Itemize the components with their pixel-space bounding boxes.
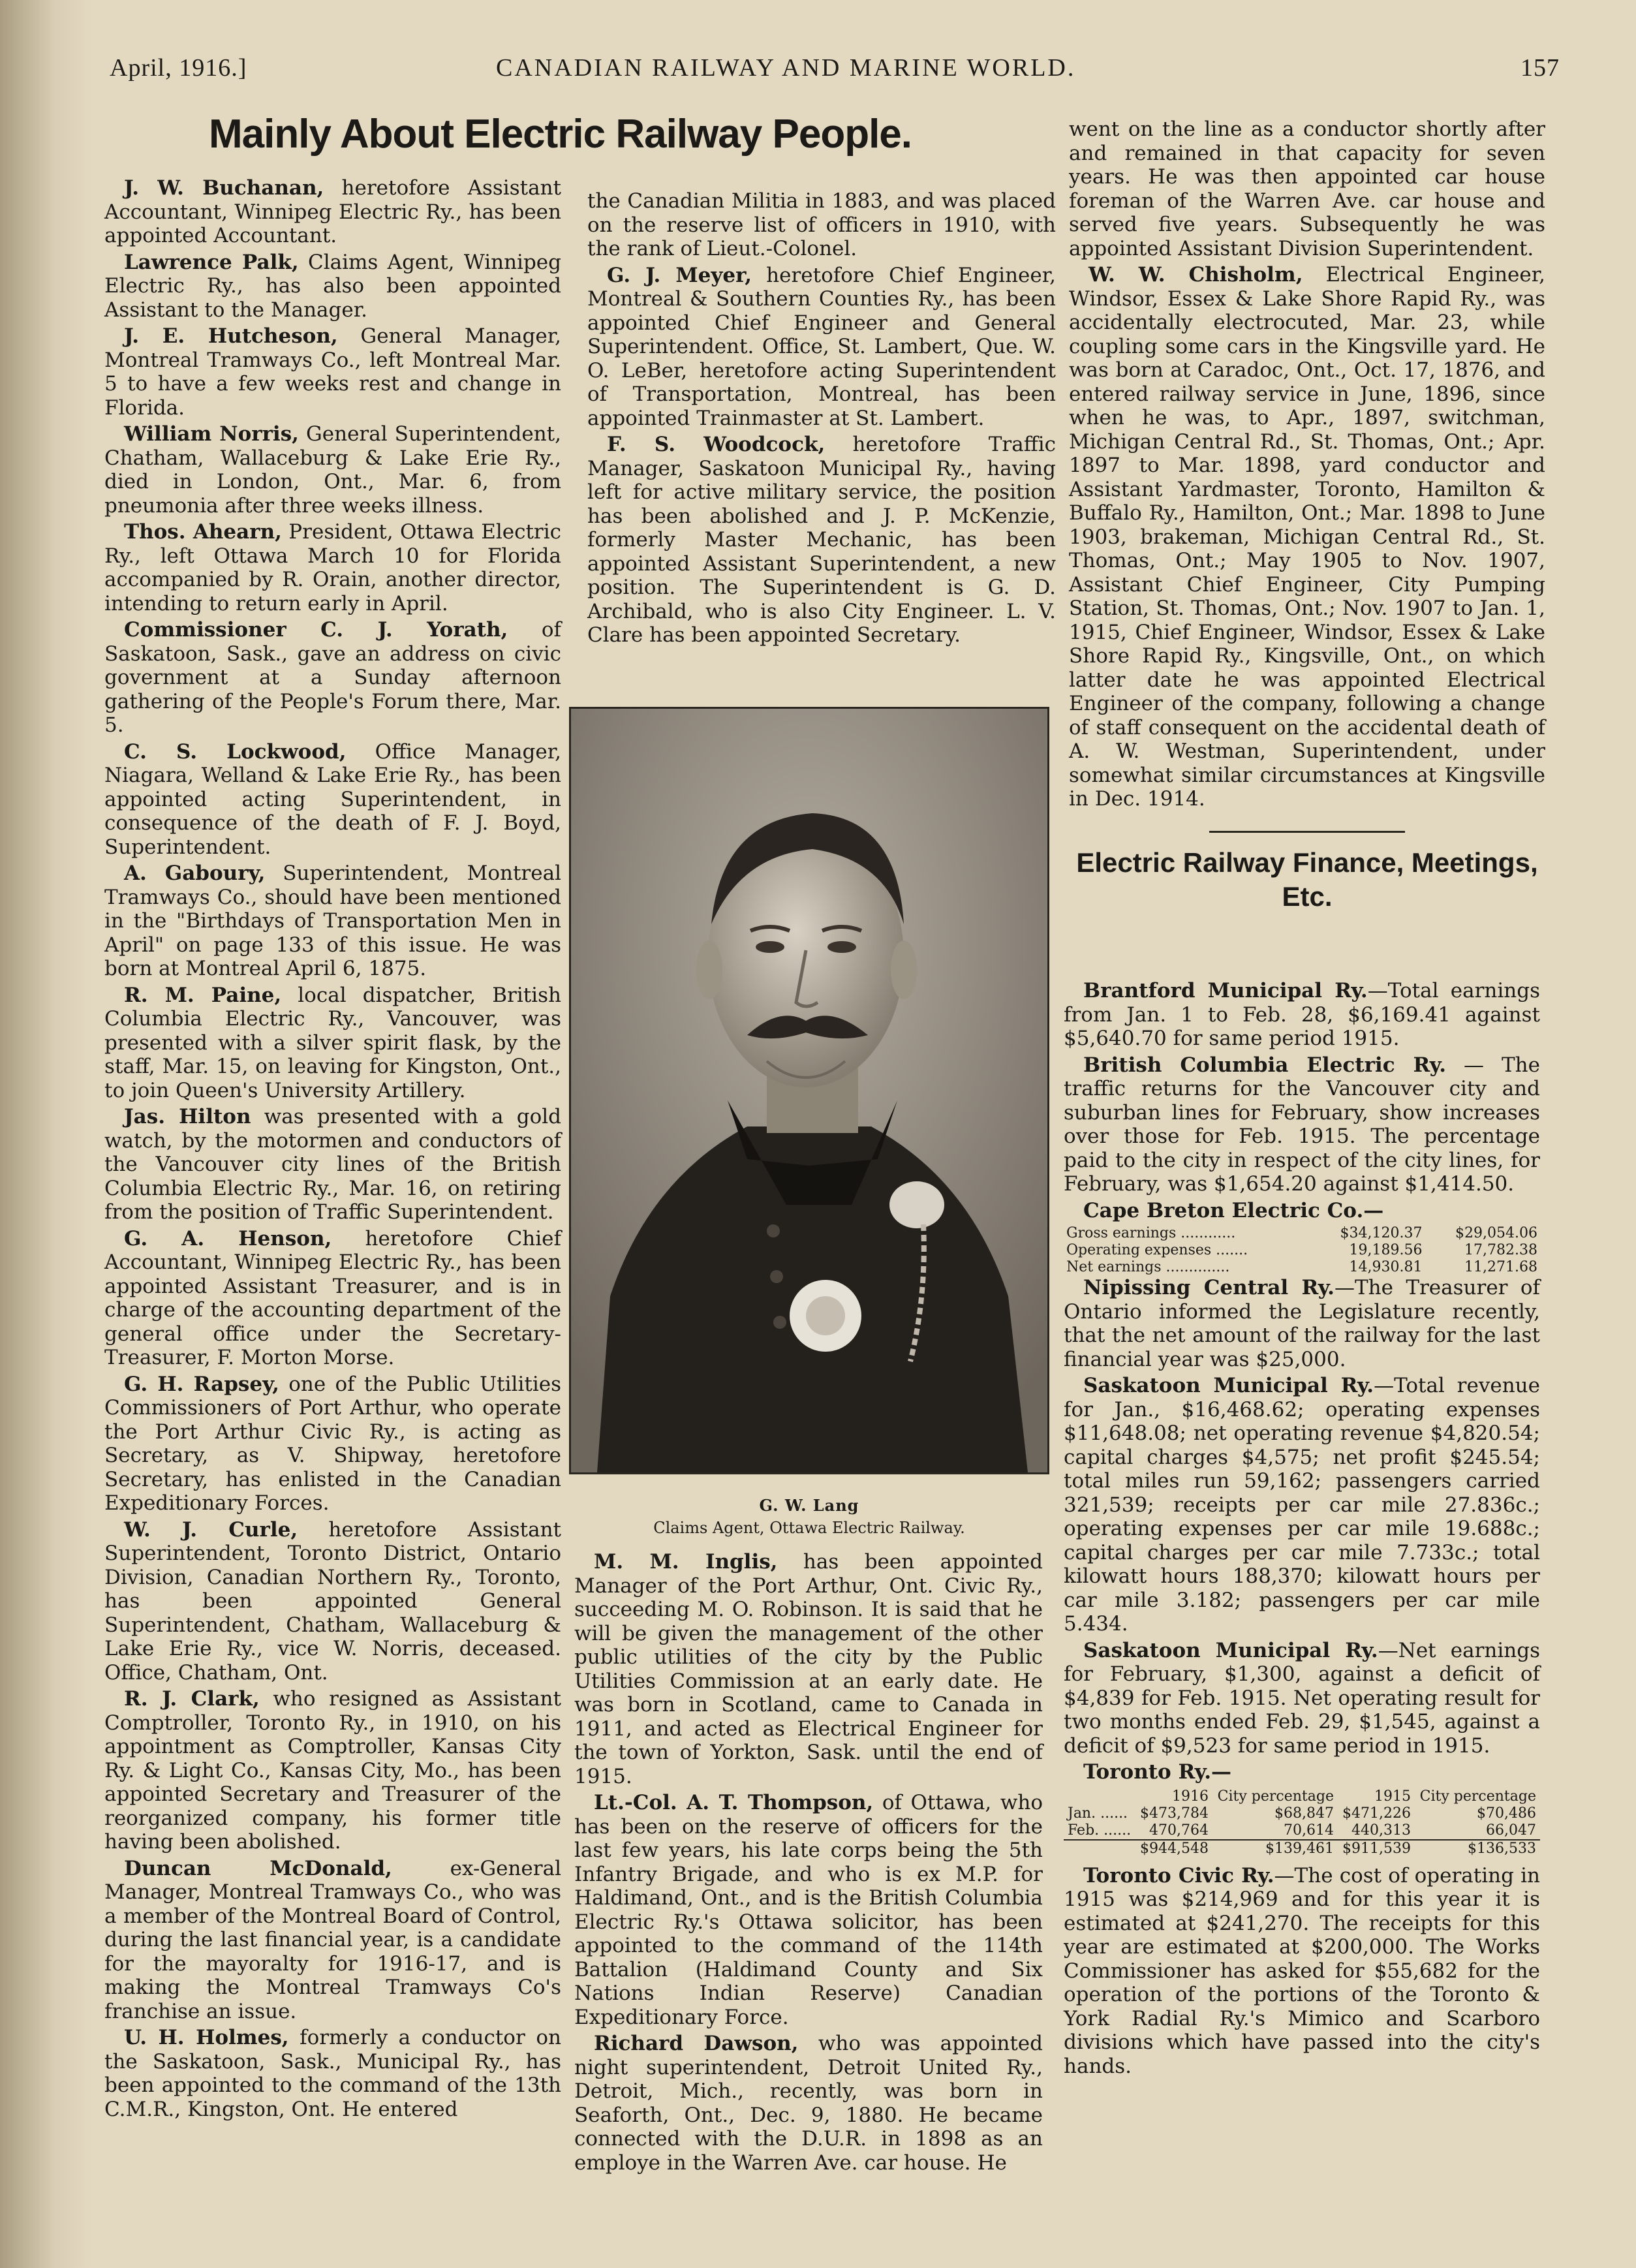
table-row: Feb. ...... 470,764 70,614 440,313 66,047 [1068,1822,1536,1839]
column-3-top [1069,117,1545,933]
finance-item: Saskatoon Municipal Ry.—Total revenue for Jan., $16,468.62; operating expenses $11,648.08; net operating revenue $4,820.54; capital charges $4,575; net profit $245.54; total miles run 59,162; passengers carried 321,539; receipts per car mile 27.836c.; operating expenses per car mile 19.688c.; capital charges per car mile 7.733c.; total kilowatt hours 188,370; kilowatt hours per car mile 3.182; passengers per car mile 5.434. [1064,1374,1540,1636]
news-item: G. J. Meyer, heretofore Chief Engineer, Montreal & Southern Counties Ry., has been appointed Chief Engineer and General Superintendent. Office, St. Lambert, Que. W. O. LeBer, heretofore acting Superintendent of Transportation, Montreal, has been appointed Trainmaster at St. Lambert. [587,263,1056,430]
news-item: the Canadian Militia in 1883, and was placed on the reserve list of officers in 1910, with the rank of Lieut.-Colonel. [587,189,1056,260]
news-item: R. M. Paine, local dispatcher, British Columbia Electric Ry., Vancouver, was presented with a silver spirit flask, by the staff, Mar. 15, on leaving for Kingston, Ont., to join Queen's University Artillery. [104,983,561,1102]
news-item: R. J. Clark, who resigned as Assistant Comptroller, Toronto Ry., in 1910, on his appointment as Comptroller, Kansas City Ry. & Light Co., Kansas City, Mo., has been appointed Secretary and Treasurer of the reorganized company, his former title having been abolished. [104,1687,561,1854]
section-title: Electric Railway Finance, Meetings, Etc. [1076,847,1538,912]
table-row: Operating expenses ....... 19,189.56 17,782.38 [1066,1242,1537,1258]
cape-breton-table [1064,1225,1540,1276]
news-item: C. S. Lockwood, Office Manager, Niagara, Welland & Lake Erie Ry., has been appointed acting Superintendent, in consequence of the death of F. J. Boyd, Superintendent. [104,739,561,859]
issue-date: April, 1916.] [110,54,247,82]
news-item: J. W. Buchanan, heretofore Assistant Accountant, Winnipeg Electric Ry., has been appointed Accountant. [104,176,561,247]
table-total-row: $944,548 $139,461 $911,539 $136,533 [1064,1840,1540,1857]
finance-item: Cape Breton Electric Co.— [1083,1198,1384,1222]
column-2-bottom [574,1550,1043,2177]
news-item: U. H. Holmes, formerly a conductor on the Saskatoon, Sask., Municipal Ry., has been appointed to the command of the 13th C.M.R., Kingston, Ont. He entered [104,2026,561,2121]
finance-item: Saskatoon Municipal Ry.—Net earnings for February, $1,300, against a deficit of $4,839 for Feb. 1915. Net operating result for two months ended Feb. 29, $1,545, against a deficit of $9,523 for same period in 1915. [1064,1638,1540,1758]
news-item: Commissioner C. J. Yorath, of Saskatoon, Sask., gave an address on civic government at a Sunday afternoon gathering of the People's Forum there, Mar. 5. [104,618,561,737]
news-item: M. M. Inglis, has been appointed Manager of the Port Arthur, Ont. Civic Ry., succeeding M. O. Robinson. It is said that he will be given the management of the other public utilities of the city by the Public Utilities Commission at an early date. He was born in Scotland, came to Canada in 1911, and acted as Electrical Engineer for the town of Yorkton, Sask. until the end of 1915. [574,1550,1043,1788]
news-item: Lt.-Col. A. T. Thompson, of Ottawa, who has been on the reserve of officers for the last few years, his late corps being the 5th Infantry Brigade, and who is ex M.P. for Haldimand, Ont., and is the British Columbia Electric Ry.'s Ottawa solicitor, has been appointed to the command of the 114th Battalion (Haldimand County and Six Nations Indian Reserve) Canadian Expeditionary Force. [574,1791,1043,2029]
news-item: Jas. Hilton was presented with a gold watch, by the motormen and conductors of the Vancouver city lines of the British Columbia Electric Ry., Mar. 16, on retiring from the position of Traffic Superintendent. [104,1105,561,1224]
column-2-top [587,189,1056,650]
finance-item: Toronto Ry.— [1083,1760,1231,1784]
page-number: 157 [1520,54,1560,82]
news-item: G. A. Henson, heretofore Chief Accountant, Winnipeg Electric Ry., has been appointed Assistant Treasurer, and is in charge of the accounting department of the general office under the Secretary-Treasurer, F. Morton Morse. [104,1226,562,1369]
toronto-table [1064,1788,1540,1857]
binding-shadow [0,0,91,2268]
caption-title: Claims Agent, Ottawa Electric Railway. [653,1519,965,1537]
article-title: Mainly About Electric Railway People. [209,112,912,157]
news-item: Thos. Ahearn, President, Ottawa Electric Ry., left Ottawa March 10 for Florida accompanied by R. Orain, another director, intending to return early in April. [104,520,561,615]
continued-text: went on the line as a conductor shortly after and remained in that capacity for seven years. He was then appointed car house foreman of the Warren Ave. car house and served five years. Subsequently he was appointed Assistant Division Superintendent. [1069,117,1545,260]
news-item: G. H. Rapsey, one of the Public Utilities Commissioners of Port Arthur, who operate the Port Arthur Civic Ry., is acting as Secretary, as V. Shipway, heretofore Secretary, has enlisted in the Canadian Expeditionary Forces. [104,1372,561,1515]
finance-item: Toronto Civic Ry.—The cost of operating in 1915 was $214,969 and for this year it is estimated at $241,270. The receipts for this year are estimated at $200,000. The Works Commissioner has asked for $55,682 for the operation of the portions of the Toronto & York Radial Ry.'s Mimico and Scarboro divisions which have passed into the city's hands. [1064,1863,1540,2078]
photo-caption [574,1495,1044,1539]
running-header [104,51,1560,90]
table-row: Jan. ...... $473,784 $68,847 $471,226 $70,486 [1068,1805,1536,1822]
table-header-row: 1916 City percentage 1915 City percentage [1172,1788,1536,1805]
news-item: W. W. Chisholm, Electrical Engineer, Windsor, Essex & Lake Shore Rapid Ry., was accidentally electrocuted, Mar. 23, while coupling some cars in the Kingsville yard. He was born at Caradoc, Ont., Oct. 17, 1876, and entered railway service in June, 1896, since when he was, to Apr., 1897, switchman, Michigan Central Rd., St. Thomas, Ont.; Apr. 1897 to Mar. 1898, yard conductor and Assistant Yardmaster, Toronto, Hamilton & Buffalo Ry., Hamilton, Ont.; Mar. 1898 to June 1903, brakeman, Michigan Central Rd., St. Thomas, Ont.; May 1905 to Nov. 1907, Assistant Chief Engineer, City Pumping Station, St. Thomas, Ont.; Nov. 1907 to Jan. 1, 1915, Chief Engineer, Windsor, Essex & Lake Shore Rapid Ry., Kingsville, Ont., on which latter date he was appointed Electrical Engineer of the company, following a change of staff consequent on the accidental death of A. W. Westman, Superintendent, under somewhat similar circumstances at Kingsville in Dec. 1914. [1069,263,1546,811]
finance-item: Brantford Municipal Ry.—Total earnings from Jan. 1 to Feb. 28, $6,169.41 against $5,640.70 for same period 1915. [1064,979,1540,1050]
caption-name: G. W. Lang [759,1496,859,1515]
news-item: J. E. Hutcheson, General Manager, Montreal Tramways Co., left Montreal Mar. 5 to have a few weeks rest and change in Florida. [104,324,561,420]
news-item: Lawrence Palk, Claims Agent, Winnipeg Electric Ry., has also been appointed Assistant to the Manager. [104,250,561,322]
portrait-photo [569,707,1049,1474]
journal-title: CANADIAN RAILWAY AND MARINE WORLD. [496,54,1076,82]
news-item: W. J. Curle, heretofore Assistant Superintendent, Toronto District, Ontario Division, Canadian Northern Ry., Toronto, has been appointed General Superintendent, Chatham, Wallaceburg & Lake Erie Ry., vice W. Norris, deceased. Office, Chatham, Ont. [104,1517,561,1685]
column-1 [104,176,561,2124]
portrait-image [571,709,1047,1472]
finance-item: British Columbia Electric Ry. — The traffic returns for the Vancouver city and suburban lines for February, show increases over those for Feb. 1915. The percentage paid to the city in respect of the city lines, for February, was $1,654.20 against $1,414.50. [1064,1053,1540,1196]
table-row: Gross earnings ............ $34,120.37 $29,054.06 [1066,1225,1537,1241]
finance-item: Nipissing Central Ry.—The Treasurer of Ontario informed the Legislature recently, that the net amount of the railway for the last financial year was $25,000. [1064,1276,1540,1371]
news-item: Duncan McDonald, ex-General Manager, Montreal Tramways Co., who was a member of the Montreal Board of Control, during the last financial year, is a candidate for the mayoralty for 1916-17, and is making the Montreal Tramways Co's franchise an issue. [104,1856,561,2023]
column-3-finance [1064,979,1540,2081]
news-item: Richard Dawson, who was appointed night superintendent, Detroit United Ry., Detroit, Mich., recently, was born in Seaforth, Ont., Dec. 9, 1880. He became connected with the D.U.R. in 1898 as an employe in the Warren Ave. car house. He [574,2032,1043,2175]
news-item: F. S. Woodcock, heretofore Traffic Manager, Saskatoon Municipal Ry., having left for active military service, the position has been abolished and J. P. McKenzie, formerly Master Mechanic, has been appointed Assistant Superintendent, a new position. The Superintendent is G. D. Archibald, who is also City Engineer. L. V. Clare has been appointed Secretary. [587,433,1056,647]
news-item: William Norris, General Superintendent, Chatham, Wallaceburg & Lake Erie Ry., died in London, Ont., Mar. 6, from pneumonia after three weeks illness. [104,422,561,518]
table-row: Net earnings .............. 14,930.81 11,271.68 [1066,1259,1537,1275]
news-item: A. Gaboury, Superintendent, Montreal Tramways Co., should have been mentioned in the "Birthdays of Transportation Men in April" on page 133 of this issue. He was born at Montreal April 6, 1875. [104,862,561,980]
section-divider [1209,831,1405,833]
